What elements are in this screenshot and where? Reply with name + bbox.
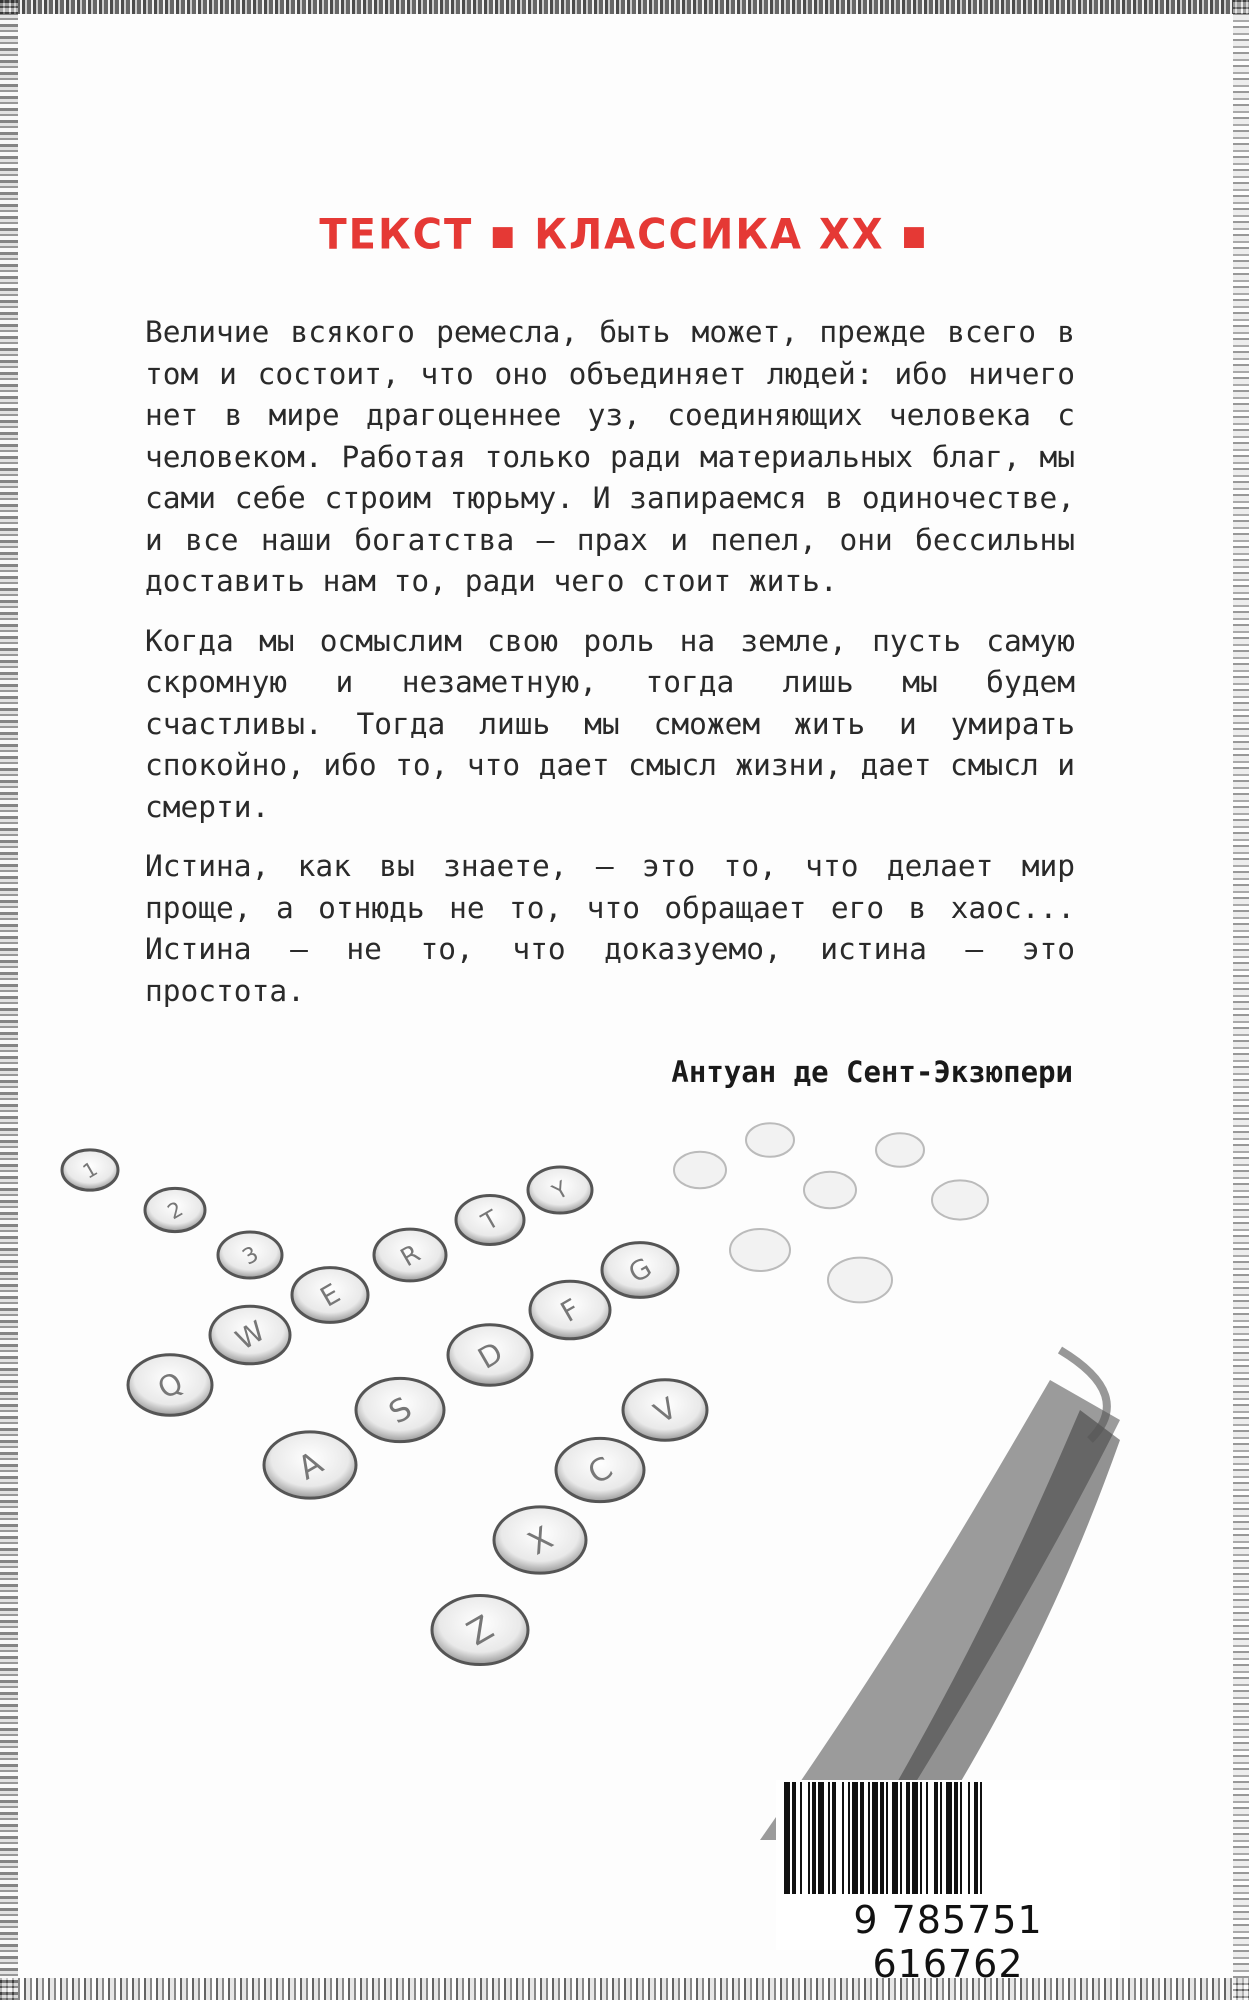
svg-text:W: W xyxy=(230,1314,271,1357)
quote-paragraph-1: Величие всякого ремесла, быть может, прежде всего в том и состоит, что оно объединяет людей: ибо ничего нет в мире драгоценнее уз, соединяющих человека с человеком. Работая только ради материальных благ, мы сами себе строим тюрьму. И запираемся в одиночестве, и все наши богатства — прах и пепел, они бессильны доставить нам то, ради чего стоит жить. xyxy=(145,315,1075,598)
barcode-bar xyxy=(852,1782,858,1894)
svg-text:C: C xyxy=(582,1449,619,1492)
typewriter-key xyxy=(374,1229,446,1281)
barcode-bar xyxy=(926,1782,928,1894)
typewriter-key xyxy=(145,1188,205,1231)
svg-text:T: T xyxy=(476,1204,504,1237)
typewriter-key xyxy=(494,1507,586,1573)
typewriter-key xyxy=(432,1595,528,1664)
barcode-bar xyxy=(954,1782,958,1894)
svg-text:2: 2 xyxy=(163,1196,188,1225)
barcode-bar xyxy=(946,1782,952,1894)
barcode-bar xyxy=(868,1782,870,1894)
svg-text:Y: Y xyxy=(548,1177,573,1206)
svg-text:A: A xyxy=(291,1443,330,1488)
typewriter-key xyxy=(218,1232,282,1278)
barcode-bar xyxy=(872,1782,878,1894)
barcode-bar xyxy=(880,1782,884,1894)
barcode-bar xyxy=(818,1782,824,1894)
barcode-bar xyxy=(912,1782,918,1894)
svg-text:1: 1 xyxy=(78,1156,102,1184)
typewriter-key xyxy=(62,1150,118,1190)
series-title: ТЕКСТ ▪ КЛАССИКА XX ▪ xyxy=(319,210,930,260)
barcode-bar xyxy=(832,1782,836,1894)
typewriter-key xyxy=(356,1378,444,1441)
barcode-bar xyxy=(940,1782,942,1894)
typewriter-key-faint xyxy=(674,1152,726,1188)
barcode-bars xyxy=(776,1780,1120,1900)
typewriter-key xyxy=(623,1380,707,1440)
quote-paragraph-3: Истина, как вы знаете, – это то, что делает мир проще, а отнюдь не то, что обращает его в хаос... Истина — не то, что доказуемо, истина – это простота. xyxy=(145,849,1075,1008)
barcode-bar xyxy=(812,1782,816,1894)
svg-text:3: 3 xyxy=(238,1241,264,1271)
barcode-bar xyxy=(934,1782,938,1894)
svg-text:D: D xyxy=(472,1335,509,1376)
barcode-bar xyxy=(842,1782,844,1894)
barcode-bar xyxy=(828,1782,830,1894)
quote-paragraph-2: Когда мы осмыслим свою роль на земле, пусть самую скромную и незаметную, тогда лишь мы будем счастливы. Тогда лишь мы сможем жить и умирать спокойно, ибо то, что дает смысл жизни, дает смысл и смерти. xyxy=(145,623,1075,824)
isbn-barcode xyxy=(776,1780,1120,1986)
typewriter-key-faint xyxy=(828,1258,892,1303)
typewriter-key-faint xyxy=(804,1172,856,1208)
typewriter-key xyxy=(556,1438,644,1501)
svg-text:G: G xyxy=(623,1252,658,1290)
typewriter-key xyxy=(528,1167,592,1213)
barcode-bar xyxy=(920,1782,922,1894)
barcode-bar xyxy=(784,1782,790,1894)
grunge-edge-top xyxy=(0,0,1249,14)
barcode-bar xyxy=(974,1782,978,1894)
typewriter-key xyxy=(602,1243,678,1298)
typewriter-key-faint xyxy=(730,1229,790,1271)
svg-text:Q: Q xyxy=(151,1365,189,1406)
barcode-bar xyxy=(900,1782,902,1894)
typewriter-key xyxy=(448,1325,532,1385)
svg-text:Z: Z xyxy=(460,1607,501,1655)
barcode-bar xyxy=(808,1782,810,1894)
svg-text:X: X xyxy=(521,1518,560,1563)
typewriter-key xyxy=(456,1196,524,1245)
barcode-bar xyxy=(906,1782,910,1894)
typewriter-key xyxy=(210,1306,290,1364)
svg-text:S: S xyxy=(382,1390,419,1432)
typewriter-key xyxy=(292,1268,368,1323)
typewriter-key-faint xyxy=(746,1123,794,1157)
svg-text:R: R xyxy=(395,1238,426,1273)
barcode-bar xyxy=(860,1782,864,1894)
barcode-bar xyxy=(848,1782,850,1894)
quote-text xyxy=(145,312,1075,1030)
typewriter-key-faint xyxy=(932,1180,988,1219)
barcode-bar xyxy=(968,1782,970,1894)
typewriter-key xyxy=(530,1281,610,1339)
barcode-bar xyxy=(980,1782,982,1894)
typewriter-key xyxy=(128,1355,212,1415)
isbn-number: 9 785751 616762 xyxy=(853,1898,1043,1986)
svg-text:F: F xyxy=(555,1292,586,1329)
barcode-bar xyxy=(960,1782,962,1894)
author-name: Антуан де Сент-Экзюпери xyxy=(671,1055,1073,1089)
svg-text:V: V xyxy=(648,1390,683,1431)
svg-text:E: E xyxy=(315,1278,346,1314)
barcode-bar xyxy=(886,1782,888,1894)
barcode-bar xyxy=(892,1782,898,1894)
barcode-bar xyxy=(792,1782,796,1894)
barcode-bar xyxy=(800,1782,802,1894)
typewriter-key-faint xyxy=(876,1133,924,1167)
typewriter-key xyxy=(264,1432,356,1498)
